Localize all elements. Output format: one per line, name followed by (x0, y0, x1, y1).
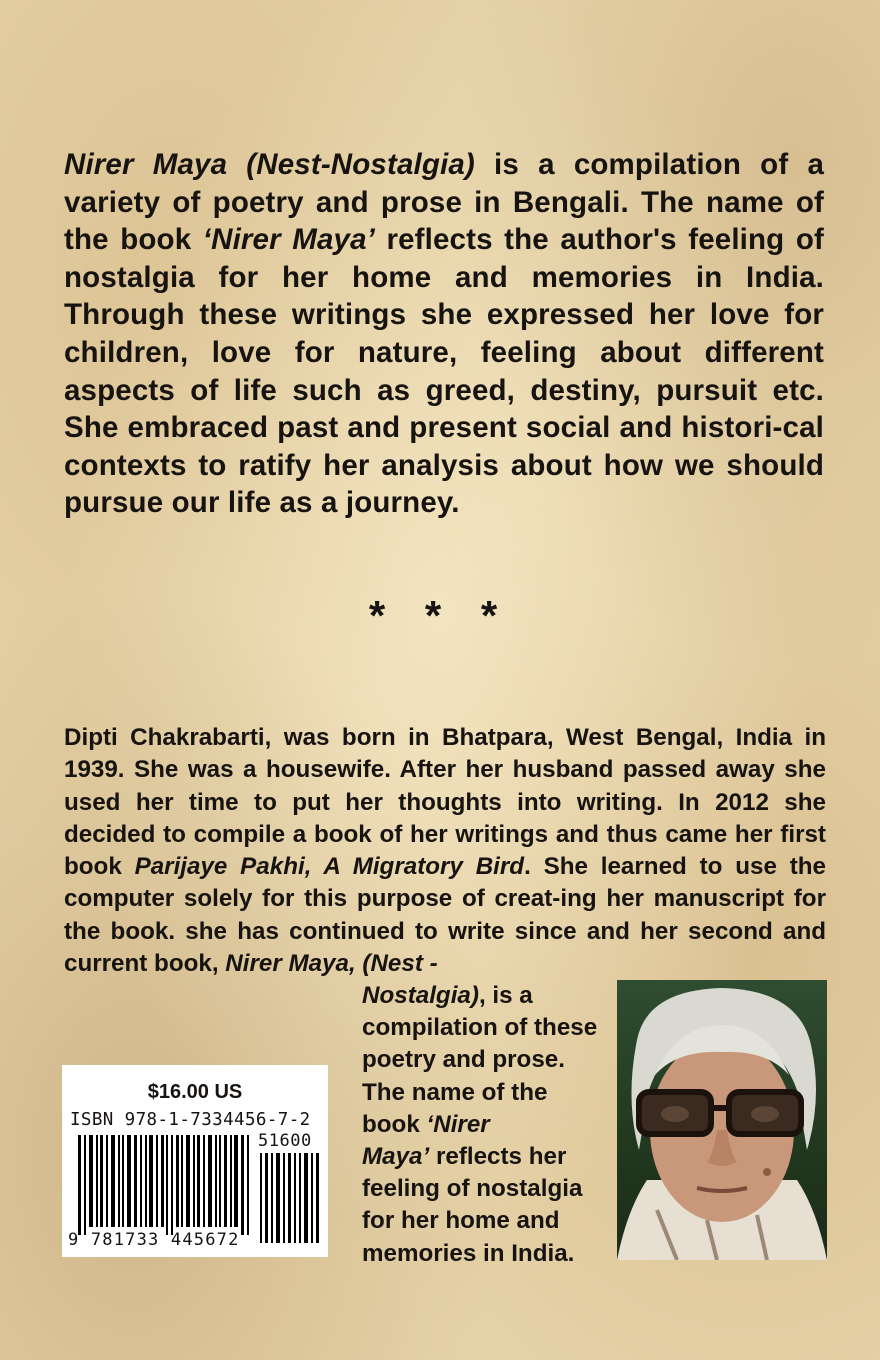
author-bio-continued (362, 980, 610, 1270)
author-portrait-image (617, 980, 827, 1260)
bio-quote-b: Maya’ (362, 1143, 430, 1171)
bio-book2-b: Nostalgia) (362, 982, 479, 1009)
blurb-text-1: is a compilation of a variety of poetry and prose in Bengali. The name of the book (64, 148, 824, 257)
author-photo (617, 980, 827, 1260)
bio-quote-a: ‘Nirer (426, 1110, 490, 1138)
bio-text-2: . She learned to use the computer solely for this purpose of creat-ing her manuscript for the book. she has continued to write since and her second and current book, (64, 853, 826, 978)
ean-number: 9 781733 445672 (68, 1230, 240, 1250)
section-separator: * * * (368, 592, 512, 639)
bio-text-1: Dipti Chakrabarti, was born in Bhatpara, West Bengal, India in 1939. She was a housewife. After her husband passed away she used her time to put her thoughts into writing. In 2012 she decided to compile a book of her writings and thus came her first book (64, 724, 826, 881)
barcode-icon (62, 1065, 328, 1257)
isbn: ISBN 978-1-7334456-7-2 (70, 1110, 311, 1130)
price-addon-number: 51600 (258, 1131, 312, 1151)
book-blurb (64, 146, 824, 522)
barcode-label (62, 1065, 328, 1257)
blurb-title: Nirer Maya (Nest-Nostalgia) (64, 148, 475, 181)
blurb-text-2: reflects the author's feeling of nostalgia for her home and memories in India. Through these writings she expressed her love for children, love for nature, feeling about different aspects of life such as greed, destiny, pursuit etc. She embraced past and present social and histori-cal contexts to ratify her analysis about how we should pursue our life as a journey. (64, 223, 824, 520)
bio-text-4: reflects her feeling of nostalgia for her home and memories in India. (362, 1143, 583, 1267)
bio-book1: Parijaye Pakhi, A Migratory Bird (134, 853, 525, 881)
price: $16.00 US (147, 1081, 243, 1103)
author-bio (64, 722, 826, 980)
bio-book2-a: Nirer Maya, (Nest - (225, 950, 438, 978)
blurb-quote: ‘Nirer Maya’ (202, 223, 375, 257)
bio-text-3: , is a compilation of these poetry and prose. The name of the book (362, 982, 598, 1138)
